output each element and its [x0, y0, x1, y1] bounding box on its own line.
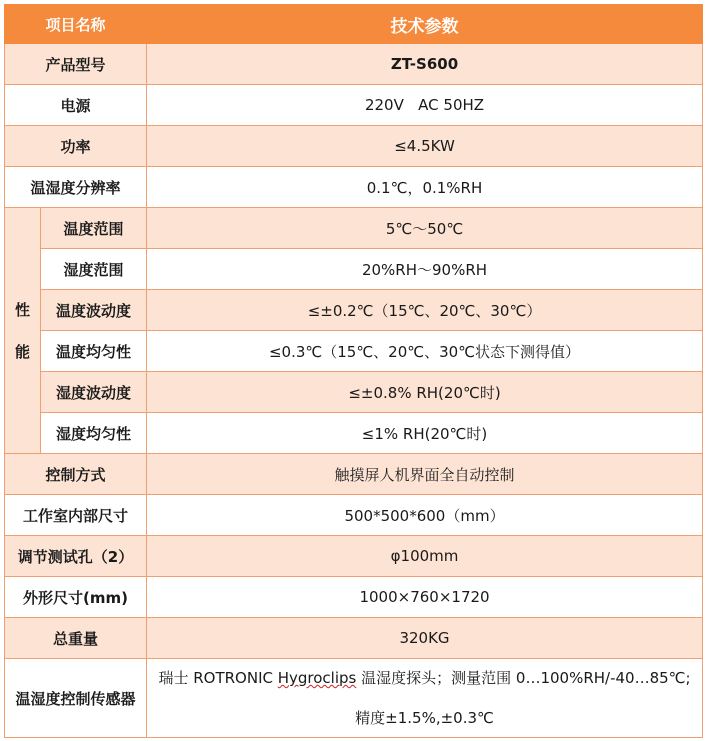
sensor-suffix: 温湿度探头；测量范围 0…100%RH/-40…85℃; [356, 669, 691, 687]
sensor-brand: Hygroclips [277, 669, 357, 687]
row-label: 工作室内部尺寸 [5, 495, 147, 536]
sensor-line-2: 精度±1.5%,±0.3℃ [355, 709, 494, 727]
row-label: 温度均匀性 [41, 331, 147, 372]
table-row [5, 495, 703, 536]
performance-group-label [5, 208, 41, 454]
table-row [5, 454, 703, 495]
table-row [5, 577, 703, 618]
row-label: 温度范围 [41, 208, 147, 249]
sensor-prefix: 瑞士 ROTRONIC [158, 669, 278, 687]
row-value: ≤±0.8% RH(20℃时) [147, 372, 703, 413]
table-row [5, 413, 703, 454]
row-label: 温湿度分辨率 [5, 167, 147, 208]
table-header-row [5, 5, 703, 44]
table-row [5, 290, 703, 331]
table-row [5, 249, 703, 290]
row-label: 湿度波动度 [41, 372, 147, 413]
table-row [5, 331, 703, 372]
row-label: 外形尺寸(mm) [5, 577, 147, 618]
table-row [5, 659, 703, 738]
row-value: ≤±0.2℃（15℃、20℃、30℃） [147, 290, 703, 331]
row-label: 温度波动度 [41, 290, 147, 331]
row-value: φ100mm [147, 536, 703, 577]
row-label: 控制方式 [5, 454, 147, 495]
row-label: 产品型号 [5, 44, 147, 85]
table-row [5, 372, 703, 413]
spec-table [4, 4, 703, 738]
row-label: 电源 [5, 85, 147, 126]
row-value: 1000×760×1720 [147, 577, 703, 618]
header-spec: 技术参数 [147, 5, 703, 44]
table-row [5, 44, 703, 85]
row-label: 温湿度控制传感器 [5, 659, 147, 738]
group-char: 能 [14, 342, 30, 361]
row-value: ≤4.5KW [147, 126, 703, 167]
row-label: 调节测试孔（2） [5, 536, 147, 577]
row-value: 5℃～50℃ [147, 208, 703, 249]
table-row [5, 167, 703, 208]
row-value: 触摸屏人机界面全自动控制 [147, 454, 703, 495]
row-value: ZT-S600 [147, 44, 703, 85]
row-value: 0.1℃，0.1%RH [147, 167, 703, 208]
sensor-line-1 [151, 665, 698, 691]
row-label: 湿度范围 [41, 249, 147, 290]
row-value: 500*500*600（mm） [147, 495, 703, 536]
row-label: 总重量 [5, 618, 147, 659]
row-value: 20%RH～90%RH [147, 249, 703, 290]
table-row [5, 85, 703, 126]
table-row [5, 126, 703, 167]
row-label: 湿度均匀性 [41, 413, 147, 454]
row-value: ≤1% RH(20℃时) [147, 413, 703, 454]
table-row [5, 208, 703, 249]
row-value: ≤0.3℃（15℃、20℃、30℃状态下测得值） [147, 331, 703, 372]
row-label: 功率 [5, 126, 147, 167]
row-value: 320KG [147, 618, 703, 659]
header-item: 项目名称 [5, 5, 147, 44]
table-row [5, 618, 703, 659]
group-char: 性 [14, 300, 30, 319]
row-value [147, 659, 703, 738]
row-value: 220V AC 50HZ [147, 85, 703, 126]
table-row [5, 536, 703, 577]
